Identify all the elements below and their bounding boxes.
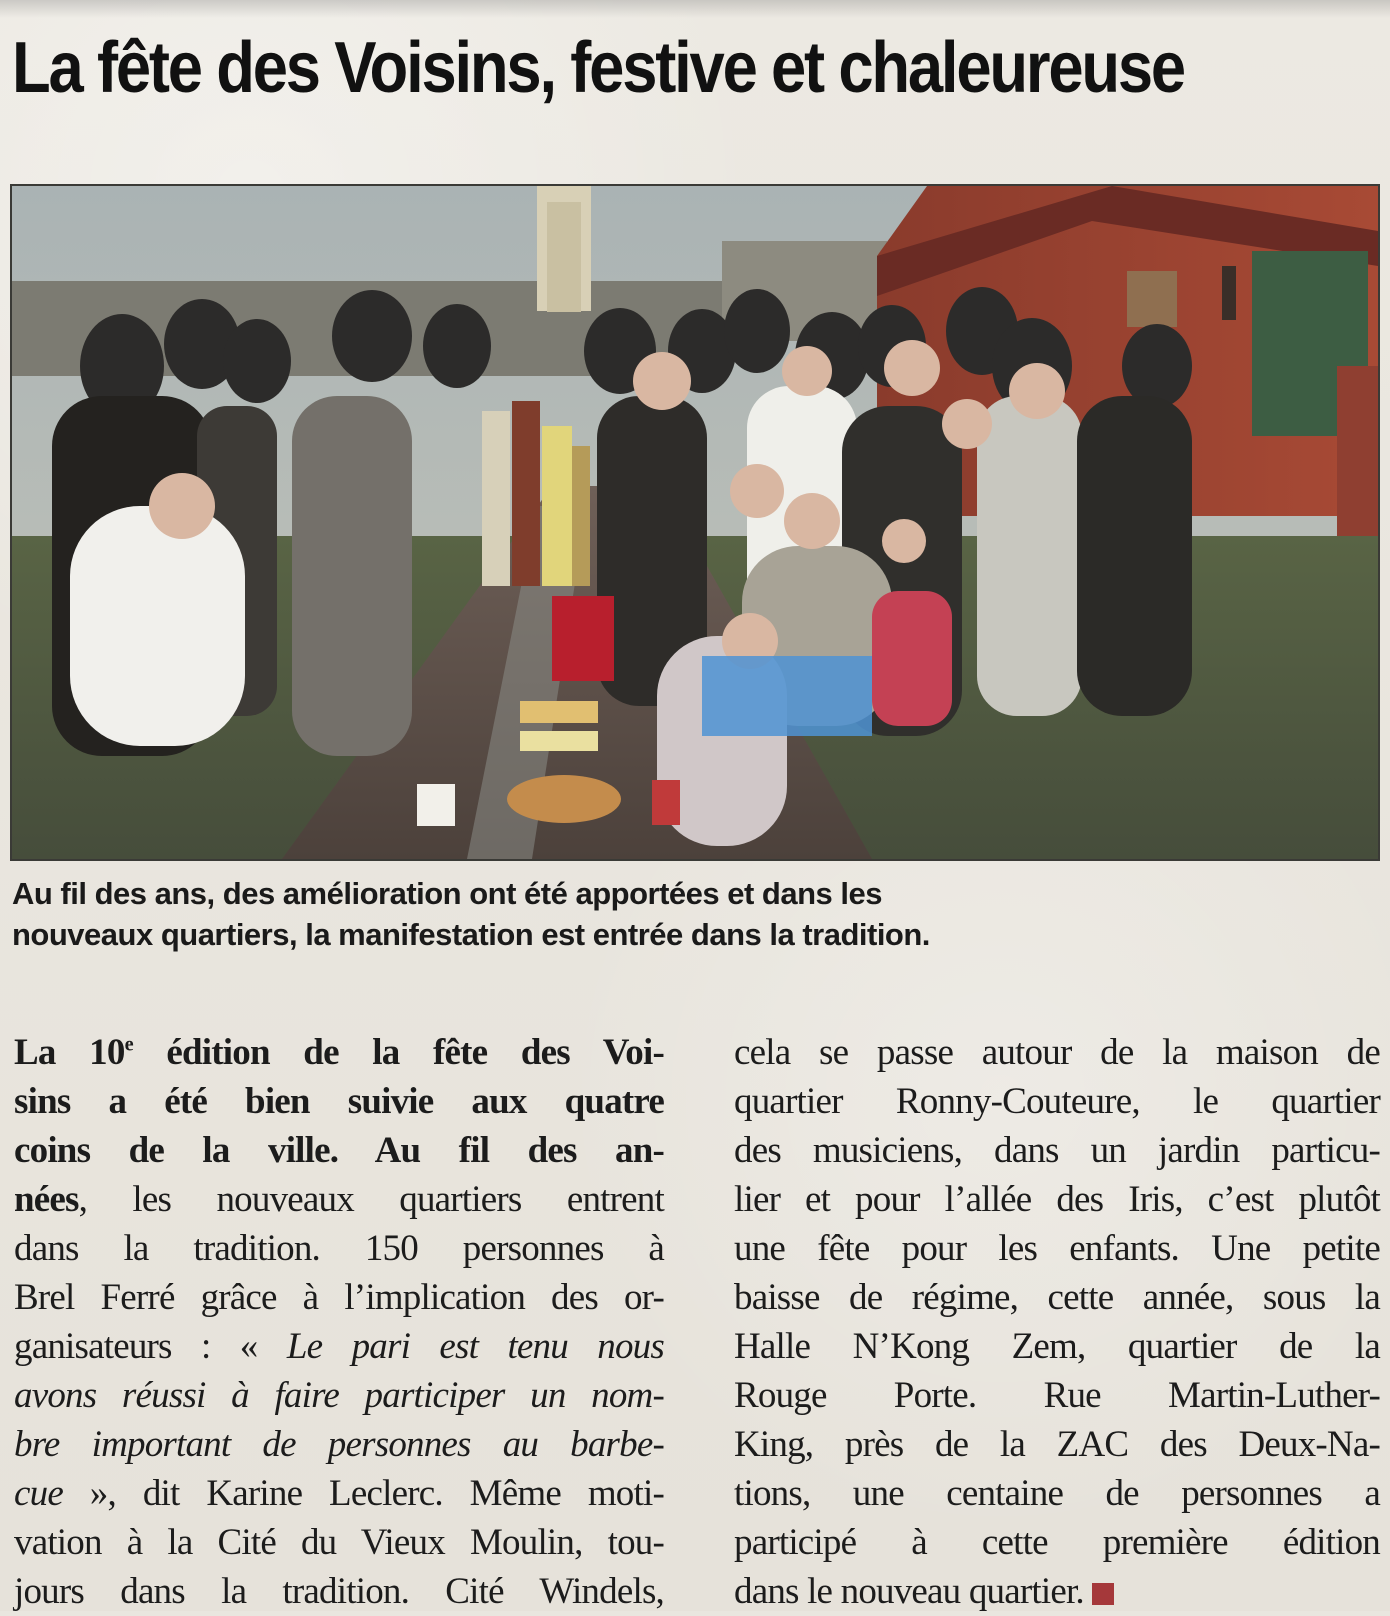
left-line-6: Brel Ferré grâce à l’implication des or- (14, 1277, 664, 1318)
left-line-4-bold: nées (14, 1179, 79, 1220)
event-photo (10, 184, 1380, 861)
right-line-1: cela se passe autour de la maison de (734, 1032, 1380, 1073)
left-line-8: avons réussi à faire participer un nom- (14, 1375, 664, 1416)
left-line-2: sins a été bien suivie aux quatre (14, 1081, 664, 1122)
left-line-12: jours dans la tradition. Cité Windels, (14, 1571, 664, 1612)
right-line-8: Rouge Porte. Rue Martin-Luther- (734, 1375, 1380, 1416)
right-line-7: Halle N’Kong Zem, quartier de la (734, 1326, 1380, 1367)
right-line-11: participé à cette première édition (734, 1522, 1380, 1563)
left-line-11: vation à la Cité du Vieux Moulin, tou- (14, 1522, 664, 1563)
right-line-10: tions, une centaine de personnes a (734, 1473, 1380, 1514)
caption-line-1: Au fil des ans, des amélioration ont été apportées et dans les (12, 876, 882, 911)
right-line-12-text: dans le nouveau quartier. (734, 1571, 1084, 1612)
left-line-4-rest: , les nouveaux quartiers entrent (78, 1179, 664, 1220)
photo-caption (12, 873, 1372, 955)
article-column-left (14, 1028, 664, 1616)
article-headline: La fête des Voisins, festive et chaleureuse (12, 28, 1184, 108)
left-line-10 (14, 1469, 664, 1518)
article-column-right (734, 1028, 1380, 1616)
left-line-7-regular: ganisateurs : « (14, 1326, 287, 1367)
left-line-4 (14, 1175, 664, 1224)
left-line-3: coins de la ville. Au fil des an- (14, 1130, 664, 1171)
left-line-1-prefix: La 10 (14, 1032, 125, 1073)
left-line-5: dans la tradition. 150 personnes à (14, 1228, 664, 1269)
right-line-9: King, près de la ZAC des Deux-Na- (734, 1424, 1380, 1465)
right-line-4: lier et pour l’allée des Iris, c’est plutôt (734, 1179, 1380, 1220)
article-end-mark (1092, 1583, 1114, 1605)
right-line-5: une fête pour les enfants. Une petite (734, 1228, 1380, 1269)
left-line-1-superscript: e (124, 1033, 133, 1056)
left-line-1 (14, 1028, 664, 1077)
left-line-7-italic: Le pari est tenu nous (286, 1326, 664, 1367)
neighbors-party-photo-illustration (12, 186, 1378, 859)
right-line-12 (734, 1567, 1380, 1616)
caption-line-2: nouveaux quartiers, la manifestation est entrée dans la tradition. (12, 917, 930, 952)
left-line-10-rest: », dit Karine Leclerc. Même moti- (62, 1473, 664, 1514)
right-line-3: des musiciens, dans un jardin particu- (734, 1130, 1380, 1171)
scan-shadow (0, 0, 1390, 18)
right-line-2: quartier Ronny-Couteure, le quartier (734, 1081, 1380, 1122)
right-line-6: baisse de régime, cette année, sous la (734, 1277, 1380, 1318)
left-line-1-suffix: édition de la fête des Voi- (132, 1032, 665, 1073)
left-line-10-italic: cue (14, 1473, 63, 1514)
left-line-7 (14, 1322, 664, 1371)
left-line-9: bre important de personnes au barbe- (14, 1424, 664, 1465)
